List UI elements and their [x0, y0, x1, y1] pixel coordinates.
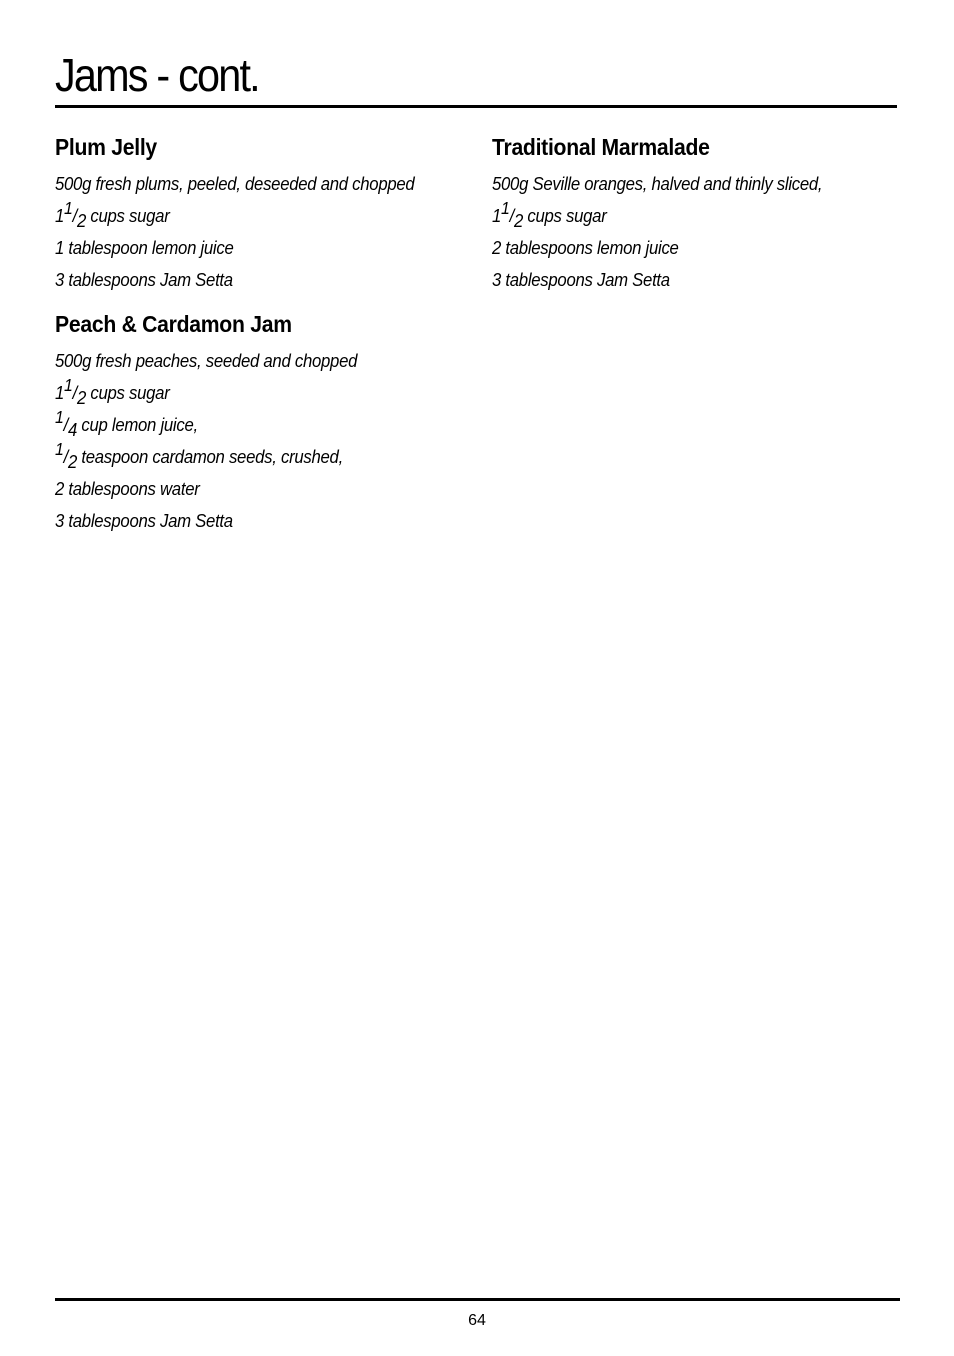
fraction: 1/2: [501, 199, 524, 231]
ingredient-text: 3 tablespoons Jam Setta: [492, 270, 670, 290]
recipe-plum-jelly: [55, 132, 475, 296]
fraction-denominator: 4: [67, 419, 77, 440]
ingredient-text: 2 tablespoons lemon juice: [492, 238, 679, 258]
ingredient-list: [55, 345, 475, 537]
ingredient-text: 2 tablespoons water: [55, 479, 200, 499]
ingredient-item: [55, 200, 446, 232]
ingredient-text: cups sugar: [523, 206, 607, 226]
ingredient-item: [492, 168, 883, 200]
fraction-denominator: 2: [513, 210, 524, 231]
fraction: 1/2: [55, 440, 77, 472]
ingredient-item: [492, 264, 883, 296]
ingredient-list: [492, 168, 912, 296]
ingredient-whole: 1: [55, 383, 65, 403]
ingredient-item: [55, 505, 446, 537]
ingredient-item: [55, 441, 446, 473]
ingredient-text: 3 tablespoons Jam Setta: [55, 270, 233, 290]
ingredient-text: 500g fresh peaches, seeded and chopped: [55, 351, 358, 371]
ingredient-item: [55, 473, 446, 505]
ingredient-item: [55, 345, 446, 377]
recipe-title: Plum Jelly: [55, 134, 157, 160]
recipe-title: Traditional Marmalade: [492, 134, 710, 160]
ingredient-item: [55, 264, 446, 296]
fraction-numerator: 1: [55, 440, 64, 460]
ingredient-item: [55, 232, 446, 264]
fraction-denominator: 2: [67, 451, 77, 472]
ingredient-whole: 1: [492, 206, 502, 226]
ingredient-text: 3 tablespoons Jam Setta: [55, 511, 233, 531]
ingredient-list: [55, 168, 475, 296]
fraction-numerator: 1: [64, 199, 73, 219]
ingredient-text: cups sugar: [86, 206, 170, 226]
ingredient-item: [55, 168, 446, 200]
page-number: 64: [468, 1312, 486, 1329]
fraction-numerator: 1: [55, 408, 64, 428]
fraction-denominator: 2: [76, 387, 87, 408]
fraction-denominator: 2: [76, 210, 87, 231]
ingredient-text: 500g fresh plums, peeled, deseeded and chopped: [55, 174, 415, 194]
ingredient-item: [55, 409, 446, 441]
ingredient-whole: 1: [55, 206, 65, 226]
ingredient-text: 1 tablespoon lemon juice: [55, 238, 234, 258]
ingredient-text: 500g Seville oranges, halved and thinly sliced,: [492, 174, 823, 194]
ingredient-item: [492, 232, 883, 264]
page-title: Jams - cont.: [55, 49, 259, 101]
ingredient-item: [55, 377, 446, 409]
ingredient-item: [492, 200, 883, 232]
fraction: 1/4: [55, 408, 77, 440]
recipe-peach-cardamon-jam: [55, 309, 475, 537]
fraction: 1/2: [64, 376, 87, 408]
footer-divider: [55, 1298, 900, 1301]
ingredient-text: teaspoon cardamon seeds, crushed,: [76, 447, 343, 467]
title-divider: [55, 105, 897, 108]
recipe-title: Peach & Cardamon Jam: [55, 311, 292, 337]
fraction-numerator: 1: [501, 199, 510, 219]
ingredient-text: cups sugar: [86, 383, 170, 403]
ingredient-text: cup lemon juice,: [76, 415, 198, 435]
fraction: 1/2: [64, 199, 87, 231]
fraction-numerator: 1: [64, 376, 73, 396]
recipe-traditional-marmalade: [492, 132, 912, 296]
